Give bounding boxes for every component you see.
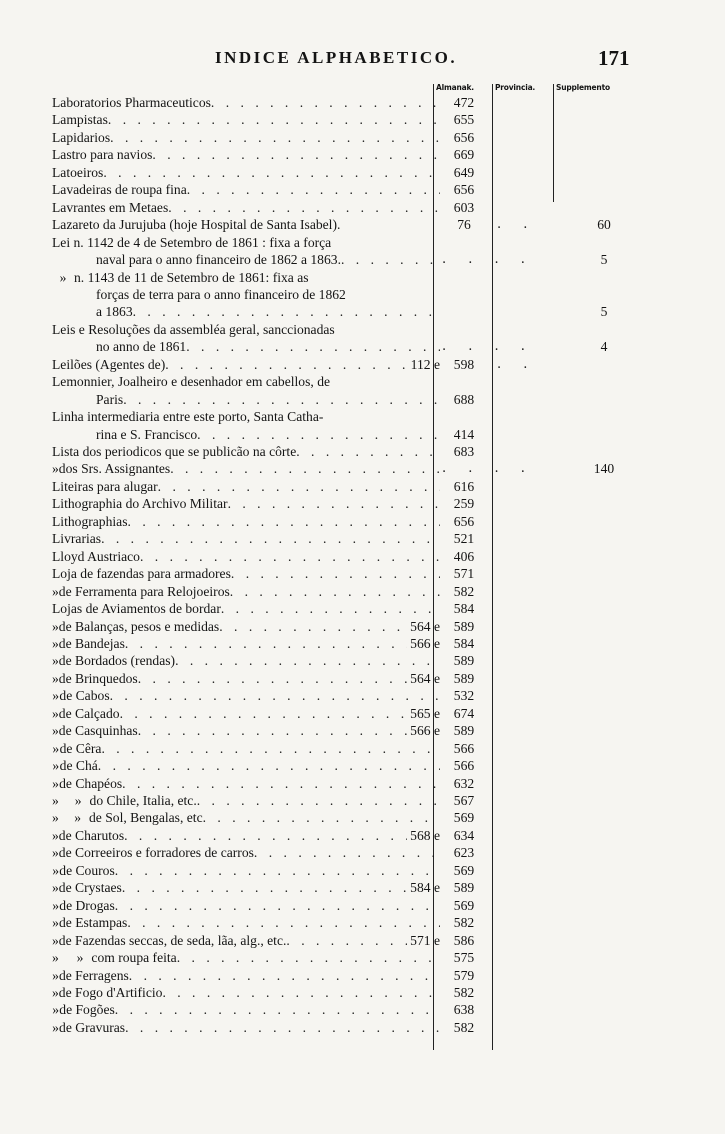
index-entry [52, 460, 440, 478]
page-reference: 565 e [410, 705, 440, 721]
entry-label: Loja de fazendas para armadores [52, 566, 231, 582]
entry-label: Leilões (Agentes de) [52, 356, 166, 372]
dot-leader [219, 618, 407, 636]
dot-leader [296, 443, 440, 461]
dot-leader [341, 251, 440, 269]
dot-leader [115, 1001, 440, 1019]
entry-label: Lavrantes em Metaes [52, 199, 169, 215]
column-dot-leader: . . [497, 356, 537, 372]
dot-leader [124, 827, 407, 845]
dot-leader [103, 164, 440, 182]
index-entry [52, 408, 440, 426]
dot-leader [197, 426, 440, 444]
entry-label: Lazareto da Jurujuba (hoje Hospital de Santa Isabel). [52, 217, 341, 233]
entry-label: de Bordados (rendas) [58, 653, 176, 669]
almanak-page: 589 [453, 653, 475, 669]
almanak-page: 674 [453, 705, 475, 721]
almanak-page: 532 [453, 688, 475, 704]
entry-label: rina e S. Francisco [96, 426, 198, 442]
entry-label: de Balanças, pesos e medidas [58, 618, 220, 634]
column-dot-leader: . . [497, 217, 537, 233]
almanak-page: 649 [453, 164, 475, 180]
dot-leader [108, 111, 440, 129]
entry-label: de Fazendas seccas, de seda, lãa, alg., etc. [58, 932, 287, 948]
page-title: INDICE ALPHABETICO. [215, 48, 458, 67]
ditto-mark: » [52, 950, 59, 966]
index-entry [52, 548, 440, 566]
index-entry [52, 513, 440, 531]
almanak-page: 571 [453, 566, 475, 582]
almanak-page: 567 [453, 793, 475, 808]
entry-label: de Charutos [58, 827, 125, 843]
almanak-page: 521 [453, 531, 475, 547]
entry-label: dos Srs. Assignantes [58, 461, 171, 477]
index-entry [52, 583, 440, 601]
entry-label: de Ferramenta para Relojoeiros [58, 583, 230, 599]
entry-label: Latoeiros [52, 164, 104, 180]
index-entry [52, 146, 440, 164]
index-entry [52, 356, 440, 374]
ditto-mark: » [52, 915, 59, 931]
ditto-mark: » [52, 862, 60, 878]
almanak-page: 566 [453, 740, 475, 756]
ditto-mark: » [52, 1019, 59, 1035]
dot-leader [101, 530, 440, 548]
index-entry [52, 775, 440, 793]
entry-label: de Chapéos [59, 775, 123, 791]
entry-label: Lithographia do Archivo Militar [52, 496, 228, 512]
entry-label: naval para o anno financeiro de 1862 a 1863. [96, 252, 341, 268]
ditto-mark: » [52, 793, 59, 808]
ditto-mark: » [52, 932, 59, 948]
entry-label: com roupa feita [91, 950, 177, 966]
entry-label: de Crystaes [58, 880, 122, 896]
index-entry [52, 338, 440, 356]
dot-leader [228, 495, 440, 513]
dot-leader [211, 94, 440, 112]
dot-leader [286, 932, 407, 950]
index-entry [52, 600, 440, 618]
dot-leader [138, 722, 407, 740]
almanak-page: 656 [453, 129, 475, 145]
entry-label: Lithographias [52, 513, 128, 529]
supplemento-page: 60 [597, 217, 611, 233]
almanak-page: 584 [453, 635, 475, 651]
entry-label: de Gravuras [59, 1019, 126, 1035]
entry-label: de Brinquedos [58, 670, 138, 686]
dot-leader [165, 356, 407, 374]
index-entry [52, 722, 440, 740]
entry-label: de Correeiros e forradores de carros [58, 845, 254, 861]
index-entry [52, 303, 440, 321]
ditto-mark: » [52, 740, 60, 756]
entry-label: de Sol, Bengalas, etc [88, 810, 203, 826]
dot-leader [186, 338, 440, 356]
almanak-page: 582 [453, 1019, 475, 1035]
dot-leader [254, 844, 440, 862]
entry-label: Laboratorios Pharmaceuticos [52, 95, 211, 110]
index-entry [52, 687, 440, 705]
almanak-page: 76 [457, 217, 471, 233]
supplemento-page: 4 [600, 339, 608, 355]
entry-label: Lapidarios [52, 129, 111, 145]
index-entry [52, 565, 440, 583]
supplemento-page: 140 [593, 461, 615, 477]
column-rule [492, 84, 493, 1050]
dot-leader [138, 670, 407, 688]
almanak-page: 566 [453, 758, 475, 774]
index-entry [52, 618, 440, 636]
entry-label: de Cêra [59, 740, 102, 756]
page-reference: 564 e [410, 618, 440, 634]
dot-leader [125, 635, 407, 653]
entry-label: Paris [96, 391, 124, 407]
page-reference: 584 e [410, 880, 440, 896]
index-entry [52, 199, 440, 217]
entry-label: Lista dos periodicos que se publicão na côrte [52, 444, 297, 459]
entry-label: Liteiras para alugar [52, 478, 158, 494]
entry-label: de Casquinhas [58, 723, 138, 739]
entry-label: Lloyd Austriaco [52, 548, 140, 564]
entry-label: de Fogo d'Artificio [58, 984, 163, 1000]
entry-label: de Cabos [59, 688, 110, 704]
dot-leader [221, 600, 440, 618]
index-entry [52, 251, 440, 269]
index-entry [52, 914, 440, 932]
index-entry [52, 740, 440, 758]
column-dot-leader: . . . . [442, 461, 534, 477]
dot-leader [129, 967, 440, 985]
column-dot-leader: . . . . [442, 339, 534, 355]
entry-label: de Ferragens [58, 967, 129, 983]
index-entry [52, 216, 440, 234]
dot-leader [110, 129, 440, 147]
entry-label: n. 1143 de 11 de Setembro de 1861: fixa as [74, 269, 309, 285]
index-entry [52, 530, 440, 548]
index-entry [52, 181, 440, 199]
column-rule [553, 84, 554, 202]
almanak-page: 623 [453, 845, 475, 861]
ditto-mark: » [52, 461, 59, 477]
ditto-mark: » [52, 653, 59, 669]
almanak-page: 634 [453, 827, 475, 843]
almanak-page: 589 [453, 670, 475, 686]
column-header-provincia: Provincia. [495, 83, 536, 92]
ditto-mark: » [52, 827, 59, 843]
dot-leader [128, 513, 440, 531]
almanak-page: 683 [453, 444, 475, 459]
dot-leader [127, 914, 440, 932]
index-entry [52, 391, 440, 409]
ditto-mark: » [52, 1002, 60, 1018]
ditto-mark: » [52, 758, 60, 774]
almanak-page: 472 [453, 95, 475, 110]
ditto-mark: » [52, 810, 59, 826]
dot-leader [115, 862, 440, 880]
dot-leader [122, 879, 407, 897]
ditto-mark: » [52, 775, 59, 791]
almanak-page: 688 [453, 391, 475, 407]
index-entry [52, 234, 440, 252]
entry-label: de Chá [59, 758, 98, 774]
index-entry [52, 705, 440, 723]
ditto-mark: » [59, 269, 67, 285]
index-entry [52, 129, 440, 147]
column-header-supplemento: Supplemento [556, 83, 610, 92]
index-entry [52, 495, 440, 513]
dot-leader [177, 949, 440, 967]
almanak-page: 579 [453, 967, 475, 983]
ditto-mark: » [74, 810, 81, 826]
entry-label: Linha intermediaria entre este porto, Santa Catha- [52, 409, 324, 425]
dot-leader [168, 199, 440, 217]
ditto-mark: » [74, 793, 82, 808]
ditto-mark: » [52, 723, 59, 739]
index-entry [52, 426, 440, 444]
index-entry [52, 949, 440, 967]
almanak-page: 638 [453, 1002, 475, 1018]
entry-label: de Fogões [59, 1002, 115, 1018]
page-reference: 112 e [410, 356, 440, 372]
dot-leader [125, 1019, 440, 1037]
entry-label: Livrarias [52, 531, 102, 547]
almanak-page: 569 [453, 862, 475, 878]
index-entry [52, 652, 440, 670]
ditto-mark: » [52, 880, 59, 896]
column-header-almanak: Almanak. [436, 83, 474, 92]
index-entry [52, 286, 440, 304]
index-entry [52, 792, 440, 810]
entry-label: Lampistas [52, 112, 108, 128]
dot-leader [98, 757, 440, 775]
almanak-page: 569 [453, 810, 475, 826]
index-entry [52, 809, 440, 827]
almanak-page: 582 [453, 915, 475, 931]
dot-leader [170, 460, 440, 478]
page-reference: 571 e [410, 932, 440, 948]
entry-label: Lei n. 1142 de 4 de Setembro de 1861 : fixa a força [52, 234, 332, 250]
ditto-mark: » [52, 583, 59, 599]
entry-label: forças de terra para o anno financeiro de 1862 [96, 286, 346, 302]
almanak-page: 656 [453, 513, 475, 529]
index-entry [52, 827, 440, 845]
ditto-mark: » [52, 967, 59, 983]
ditto-mark: » [52, 618, 59, 634]
index-entry [52, 635, 440, 653]
index-entry [52, 844, 440, 862]
ditto-mark: » [52, 670, 59, 686]
almanak-page: 669 [453, 147, 475, 163]
index-entry [52, 984, 440, 1002]
page-reference: 566 e [410, 723, 440, 739]
almanak-page: 589 [453, 723, 475, 739]
almanak-page: 406 [453, 548, 475, 564]
entry-label: a 1863 [96, 304, 133, 320]
dot-leader [123, 391, 440, 409]
dot-leader [162, 984, 440, 1002]
almanak-page: 569 [453, 897, 475, 913]
entry-label: de Couros [59, 862, 115, 878]
entry-label: Lemonnier, Joalheiro e desenhador em cabellos, de [52, 374, 331, 390]
index-entry [52, 897, 440, 915]
page-reference: 564 e [410, 670, 440, 686]
index-entry [52, 932, 440, 950]
entry-label: de Estampas [58, 915, 128, 931]
dot-leader [230, 583, 440, 601]
dot-leader [187, 181, 440, 199]
entry-label: do Chile, Italia, etc. [89, 793, 197, 808]
dot-leader [122, 775, 440, 793]
almanak-page: 259 [453, 496, 475, 512]
index-entry [52, 879, 440, 897]
dot-leader [115, 897, 440, 915]
dot-leader [175, 652, 440, 670]
entry-label: Leis e Resoluções da assembléa geral, sanccionadas [52, 321, 335, 337]
almanak-page: 414 [453, 426, 475, 442]
ditto-mark: » [52, 688, 60, 704]
dot-leader [133, 303, 440, 321]
column-dot-leader: . . . . [442, 252, 534, 268]
entry-label: de Calçado [58, 705, 120, 721]
almanak-page: 589 [453, 618, 475, 634]
almanak-page: 582 [453, 583, 475, 599]
ditto-mark: » [52, 635, 59, 651]
dot-leader [231, 565, 440, 583]
ditto-mark: » [52, 845, 59, 861]
entry-label: de Bandejas [58, 635, 125, 651]
dot-leader [203, 809, 440, 827]
dot-leader [158, 478, 440, 496]
almanak-page: 632 [453, 775, 475, 791]
index-entry [52, 1001, 440, 1019]
dot-leader [110, 687, 440, 705]
almanak-page: 598 [453, 356, 475, 372]
index-entry [52, 373, 440, 391]
index-entry [52, 164, 440, 182]
entry-label: Lastro para navios [52, 147, 153, 163]
page-number: 171 [598, 46, 630, 70]
index-entry [52, 478, 440, 496]
index-entry [52, 862, 440, 880]
index-entry [52, 757, 440, 775]
ditto-mark: » [52, 705, 59, 721]
entry-label: no anno de 1861 [96, 339, 187, 355]
ditto-mark: » [76, 950, 84, 966]
ditto-mark: » [52, 897, 60, 913]
index-entry [52, 94, 440, 112]
entry-label: Lojas de Aviamentos de bordar [52, 601, 221, 617]
dot-leader [101, 740, 440, 758]
supplemento-page: 5 [600, 304, 608, 320]
index-entry [52, 967, 440, 985]
almanak-page: 586 [453, 932, 475, 948]
almanak-page: 656 [453, 182, 475, 198]
almanak-page: 584 [453, 601, 475, 617]
entry-label: Lavadeiras de roupa fina [52, 182, 187, 198]
dot-leader [140, 548, 440, 566]
almanak-page: 582 [453, 984, 475, 1000]
almanak-page: 603 [453, 199, 475, 215]
ditto-mark: » [52, 984, 59, 1000]
index-entry [52, 1019, 440, 1037]
dot-leader [120, 705, 408, 723]
page-reference: 566 e [410, 635, 440, 651]
index-entry [52, 443, 440, 461]
index-entry [52, 321, 440, 339]
dot-leader [197, 792, 440, 810]
index-entry [52, 269, 440, 287]
almanak-page: 575 [453, 950, 475, 966]
dot-leader [152, 146, 440, 164]
supplemento-page: 5 [600, 252, 608, 268]
page-reference: 568 e [410, 827, 440, 843]
index-entry [52, 670, 440, 688]
index-entry [52, 111, 440, 129]
almanak-page: 589 [453, 880, 475, 896]
almanak-page: 616 [453, 478, 475, 494]
entry-label: de Drogas [59, 897, 115, 913]
almanak-page: 655 [453, 112, 475, 128]
